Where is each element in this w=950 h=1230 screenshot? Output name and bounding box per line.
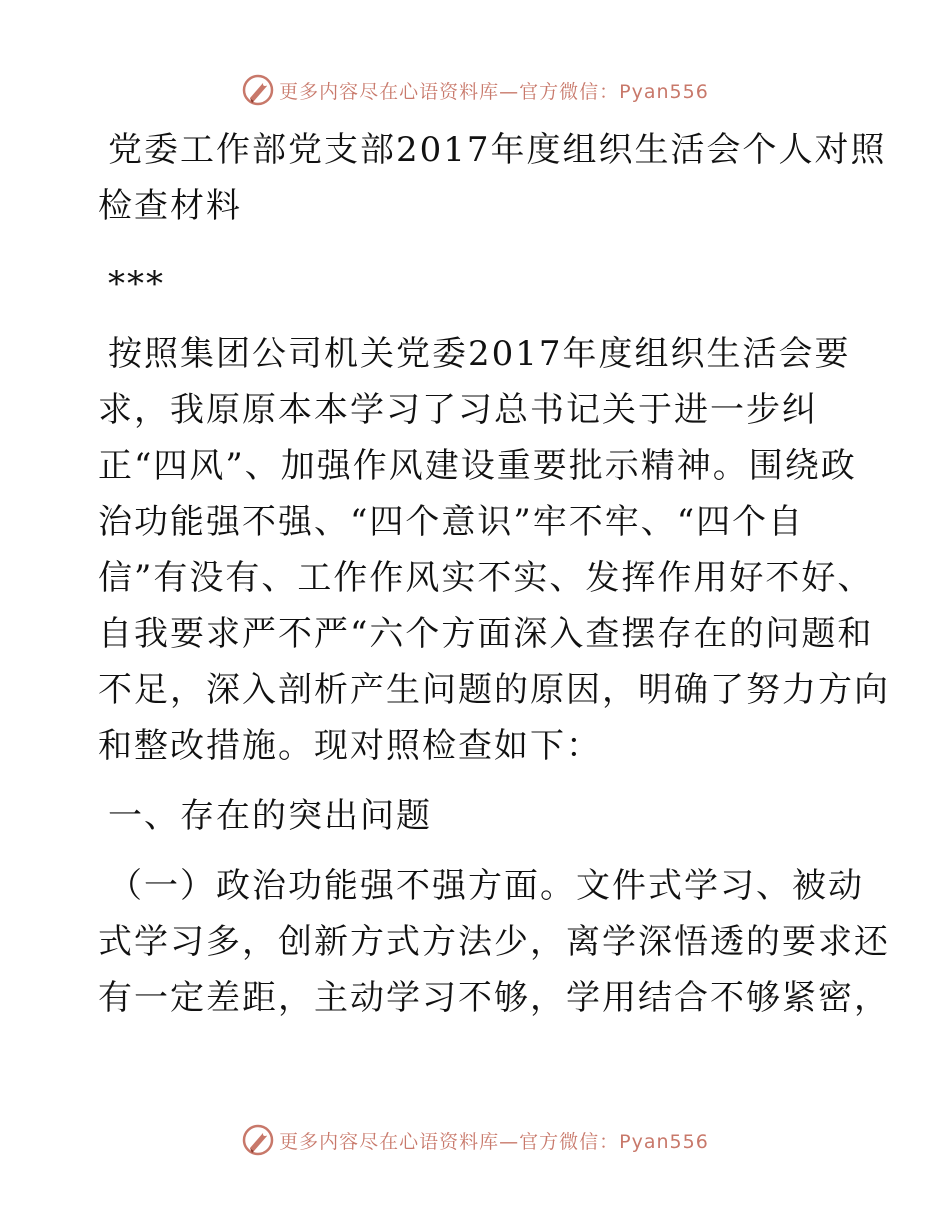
watermark-text: 更多内容尽在心语资料库—官方微信：Pyan556 [279, 1130, 709, 1153]
paragraph-line: 求，我原原本本学习了习总书记关于进一步纠 [98, 390, 818, 430]
document-author: *** [108, 264, 165, 304]
document-body [98, 122, 890, 1026]
document-title-line: 党委工作部党支部2017年度组织生活会个人对照 [108, 130, 887, 170]
watermark-text: 更多内容尽在心语资料库—官方微信：Pyan556 [279, 80, 709, 103]
paragraph-line: 有一定差距，主动学习不够，学用结合不够紧密， [98, 978, 890, 1018]
footer-watermark [0, 1120, 950, 1160]
pen-logo-icon [241, 1123, 275, 1157]
paragraph-line: 信”有没有、工作作风实不实、发挥作用好不好、 [98, 558, 874, 598]
header-watermark [0, 70, 950, 110]
paragraph-line: 治功能强不强、“四个意识”牢不牢、“四个自 [98, 502, 805, 542]
paragraph-line: 和整改措施。现对照检查如下： [98, 726, 602, 766]
paragraph-line: 按照集团公司机关党委2017年度组织生活会要 [108, 334, 851, 374]
paragraph-line: 式学习多，创新方式方法少，离学深悟透的要求还 [98, 922, 890, 962]
section-heading: 一、存在的突出问题 [108, 796, 432, 836]
paragraph-line: 不足，深入剖析产生问题的原因，明确了努力方向 [98, 670, 890, 710]
paragraph-line: （一）政治功能强不强方面。文件式学习、被动 [108, 866, 864, 906]
paragraph-line: 自我要求严不严“六个方面深入查摆存在的问题和 [98, 614, 874, 654]
paragraph-line: 正“四风”、加强作风建设重要批示精神。围绕政 [98, 446, 857, 486]
pen-logo-icon [241, 73, 275, 107]
document-title-line: 检查材料 [98, 186, 242, 226]
